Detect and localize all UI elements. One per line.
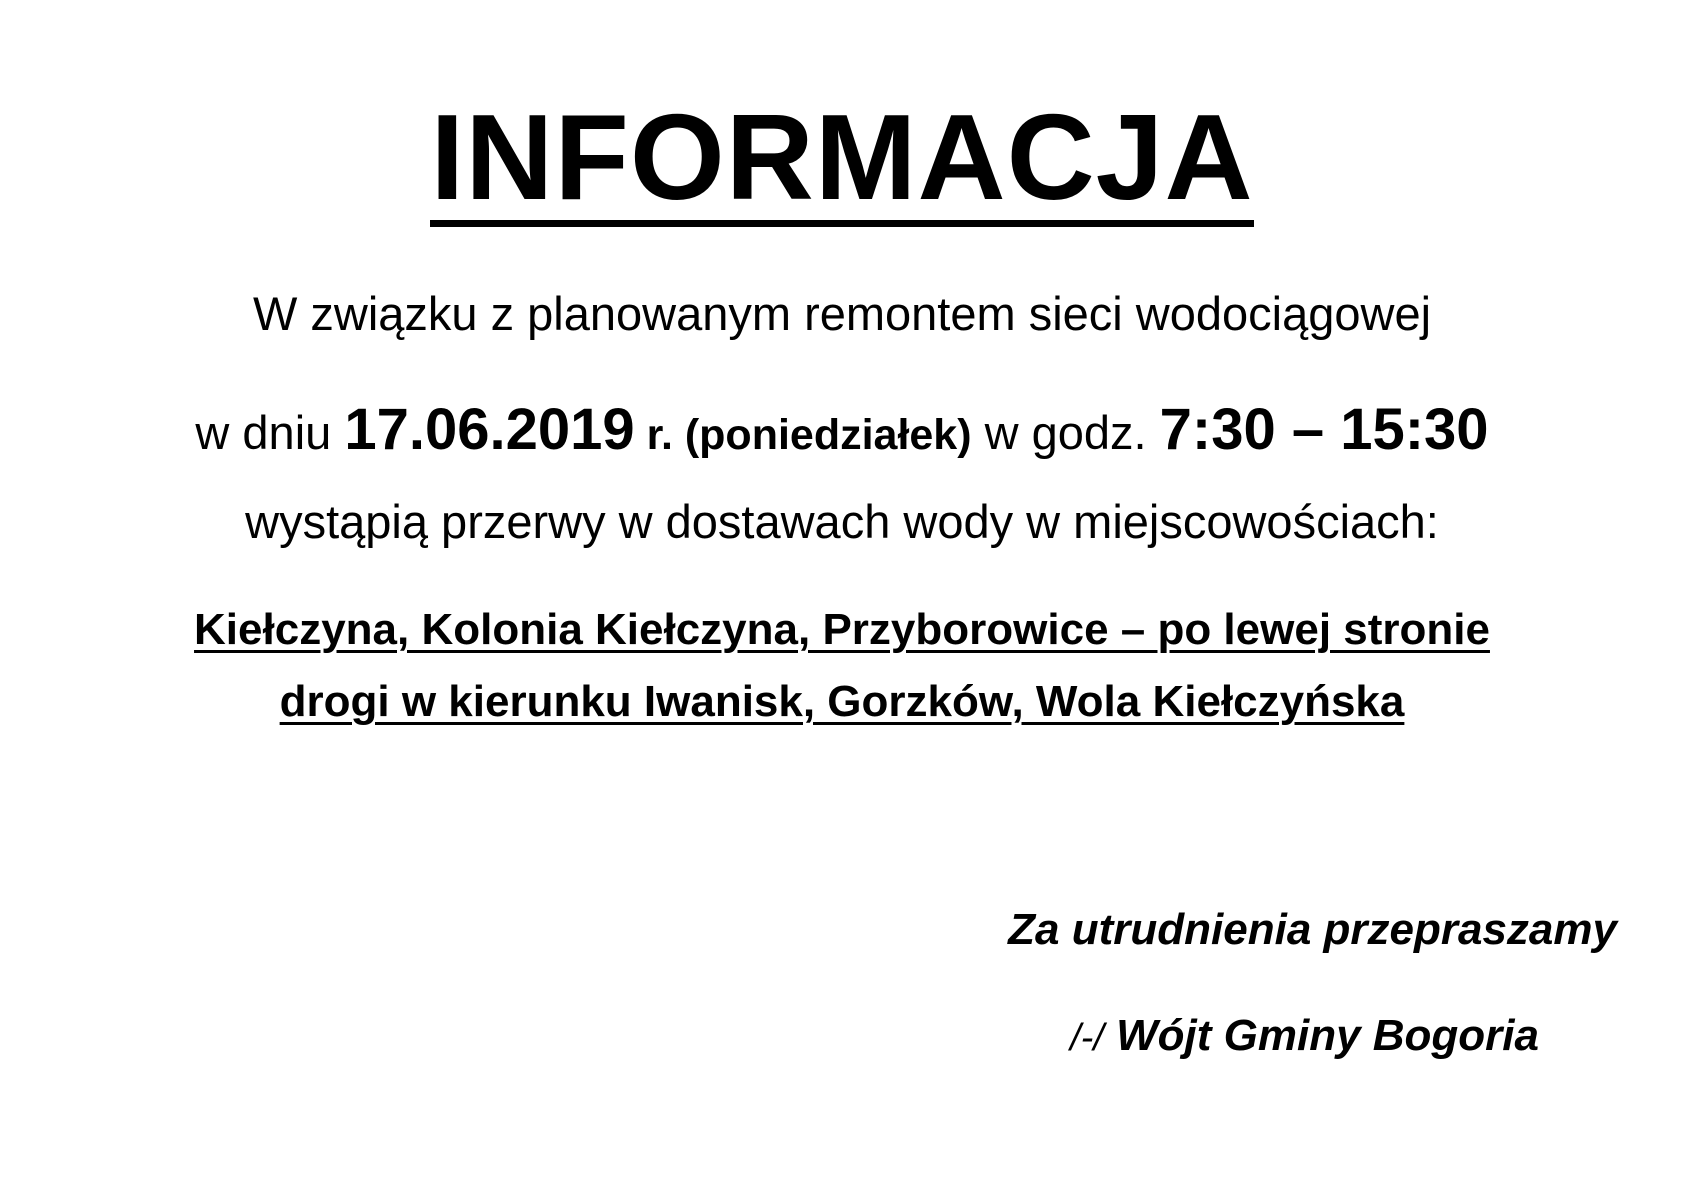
places-line-1: Kiełczyna, Kolonia Kiełczyna, Przyborowice – po lewej stronie [194,605,1490,654]
outage-day: r. (poniedziałek) [634,411,972,459]
notice-title-text: INFORMACJA [430,89,1254,225]
date-prefix: w dniu [195,406,345,459]
signature-name: Wójt Gminy Bogoria [1103,1011,1539,1060]
apology-text: Za utrudnienia przepraszamy [1008,905,1617,954]
notice-title [0,89,1684,227]
signature [1070,1006,1539,1068]
signature-mark: /-/ [1070,1017,1104,1059]
outage-date: 17.06.2019 [344,397,635,462]
date-line [0,396,1684,469]
outage-description: wystąpią przerwy w dostawach wody w miejscowościach: [245,495,1439,548]
outage-hours: 7:30 – 15:30 [1159,397,1489,462]
hours-prefix: w godz. [971,406,1160,459]
intro-line: W związku z planowanym remontem sieci wodociągowej [252,287,1432,340]
places-line-2: drogi w kierunku Iwanisk, Gorzków, Wola Kiełczyńska [279,677,1405,726]
affected-places [0,594,1684,738]
